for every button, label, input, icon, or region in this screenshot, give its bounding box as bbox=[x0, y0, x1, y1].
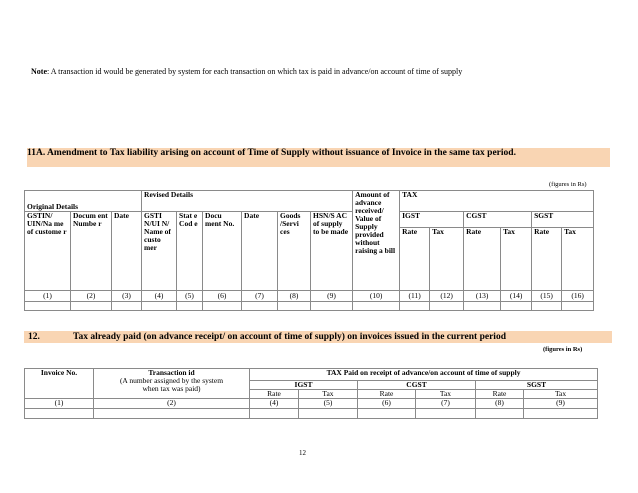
cell[interactable] bbox=[242, 302, 278, 311]
cell[interactable] bbox=[94, 409, 250, 419]
col-number: (9) bbox=[524, 399, 598, 409]
col-number: (5) bbox=[177, 291, 203, 302]
cell[interactable] bbox=[501, 302, 532, 311]
sgst-tax-header: Tax bbox=[524, 390, 598, 399]
revised-date-header: Date bbox=[242, 212, 278, 291]
note-text: : A transaction id would be generated by system for each transaction on which tax is paid in advance/on account of time of supply bbox=[47, 67, 463, 76]
igst-tax-header: Tax bbox=[430, 228, 464, 291]
cgst-header: CGST bbox=[464, 212, 532, 228]
revised-gstin-header: GSTI N/UI N/ Name of custo mer bbox=[142, 212, 177, 291]
cgst-tax-header: Tax bbox=[416, 390, 476, 399]
empty-data-row bbox=[25, 409, 598, 419]
cell[interactable] bbox=[112, 302, 142, 311]
column-number-row bbox=[25, 291, 594, 302]
igst-header: IGST bbox=[400, 212, 464, 228]
cell[interactable] bbox=[25, 409, 94, 419]
col-number: (7) bbox=[416, 399, 476, 409]
figures-note-12: (figures in Rs) bbox=[543, 346, 583, 353]
col-number: (6) bbox=[358, 399, 416, 409]
tax-header: TAX bbox=[400, 191, 594, 212]
empty-data-row bbox=[25, 302, 594, 311]
cell[interactable] bbox=[142, 302, 177, 311]
sgst-header: SGST bbox=[532, 212, 594, 228]
col-number: (8) bbox=[476, 399, 524, 409]
section-12-title bbox=[24, 331, 612, 343]
cell[interactable] bbox=[353, 302, 400, 311]
col-number: (2) bbox=[71, 291, 112, 302]
hsn-sac-header: HSN/S AC of supply to be made bbox=[311, 212, 353, 291]
igst-rate-header: Rate bbox=[400, 228, 430, 291]
cell[interactable] bbox=[524, 409, 598, 419]
cgst-header: CGST bbox=[358, 381, 476, 390]
cell[interactable] bbox=[562, 302, 594, 311]
amendment-table bbox=[24, 190, 594, 311]
transaction-id-header bbox=[94, 369, 250, 399]
note bbox=[31, 67, 462, 76]
cgst-rate-header: Rate bbox=[358, 390, 416, 399]
sgst-header: SGST bbox=[476, 381, 598, 390]
col-number: (8) bbox=[278, 291, 311, 302]
cell[interactable] bbox=[311, 302, 353, 311]
cell[interactable] bbox=[203, 302, 242, 311]
cell[interactable] bbox=[71, 302, 112, 311]
col-number: (1) bbox=[25, 291, 71, 302]
col-number: (6) bbox=[203, 291, 242, 302]
cell[interactable] bbox=[177, 302, 203, 311]
cell[interactable] bbox=[400, 302, 430, 311]
cell[interactable] bbox=[430, 302, 464, 311]
cell[interactable] bbox=[299, 409, 358, 419]
invoice-no-header: Invoice No. bbox=[25, 369, 94, 399]
tax-paid-header: TAX Paid on receipt of advance/on account of time of supply bbox=[250, 369, 598, 381]
note-label: Note bbox=[31, 67, 47, 76]
col-number: (16) bbox=[562, 291, 594, 302]
igst-tax-header: Tax bbox=[299, 390, 358, 399]
section-12-text: Tax already paid (on advance receipt/ on account of time of supply) on invoices issued in the current period bbox=[73, 332, 506, 342]
transaction-id-label: Transaction id bbox=[148, 368, 195, 377]
col-number: (10) bbox=[353, 291, 400, 302]
igst-rate-header: Rate bbox=[250, 390, 299, 399]
document-number-header: Docum ent Numbe r bbox=[71, 212, 112, 291]
cgst-rate-header: Rate bbox=[464, 228, 501, 291]
cell[interactable] bbox=[278, 302, 311, 311]
col-number: (9) bbox=[311, 291, 353, 302]
gstin-header: GSTIN/ UIN/Na me of custome r bbox=[25, 212, 71, 291]
column-number-row bbox=[25, 399, 598, 409]
col-number: (15) bbox=[532, 291, 562, 302]
cell[interactable] bbox=[532, 302, 562, 311]
cell[interactable] bbox=[358, 409, 416, 419]
col-number: (7) bbox=[242, 291, 278, 302]
cell[interactable] bbox=[416, 409, 476, 419]
page-number: 12 bbox=[299, 449, 306, 457]
col-number: (2) bbox=[94, 399, 250, 409]
sgst-rate-header: Rate bbox=[476, 390, 524, 399]
amount-header: Amount of advance received/ Value of Supply provided without raising a bill bbox=[353, 191, 400, 291]
section-11a-title: 11A. Amendment to Tax liability arising on account of Time of Supply without issuance of Invoice in the same tax period. bbox=[27, 148, 610, 167]
cell[interactable] bbox=[25, 302, 71, 311]
cell[interactable] bbox=[464, 302, 501, 311]
col-number: (5) bbox=[299, 399, 358, 409]
goods-services-header: Goods /Servi ces bbox=[278, 212, 311, 291]
col-number: (3) bbox=[112, 291, 142, 302]
state-code-header: Stat e Cod e bbox=[177, 212, 203, 291]
revised-details-header: Revised Details bbox=[142, 191, 353, 212]
cgst-tax-header: Tax bbox=[501, 228, 532, 291]
cell[interactable] bbox=[250, 409, 299, 419]
sgst-tax-header: Tax bbox=[562, 228, 594, 291]
original-details-header: Original Details bbox=[25, 191, 142, 212]
document-no-header: Docu ment No. bbox=[203, 212, 242, 291]
sgst-rate-header: Rate bbox=[532, 228, 562, 291]
section-12-number: 12. bbox=[28, 332, 40, 342]
col-number: (4) bbox=[142, 291, 177, 302]
figures-note-11a: (figures in Rs) bbox=[549, 181, 587, 188]
igst-header: IGST bbox=[250, 381, 358, 390]
col-number: (1) bbox=[25, 399, 94, 409]
tax-paid-table bbox=[24, 368, 598, 419]
col-number: (14) bbox=[501, 291, 532, 302]
transaction-id-desc: (A number assigned by the system when tax was paid) bbox=[119, 376, 224, 393]
col-number: (13) bbox=[464, 291, 501, 302]
cell[interactable] bbox=[476, 409, 524, 419]
col-number: (12) bbox=[430, 291, 464, 302]
col-number: (11) bbox=[400, 291, 430, 302]
date-header: Date bbox=[112, 212, 142, 291]
col-number: (4) bbox=[250, 399, 299, 409]
